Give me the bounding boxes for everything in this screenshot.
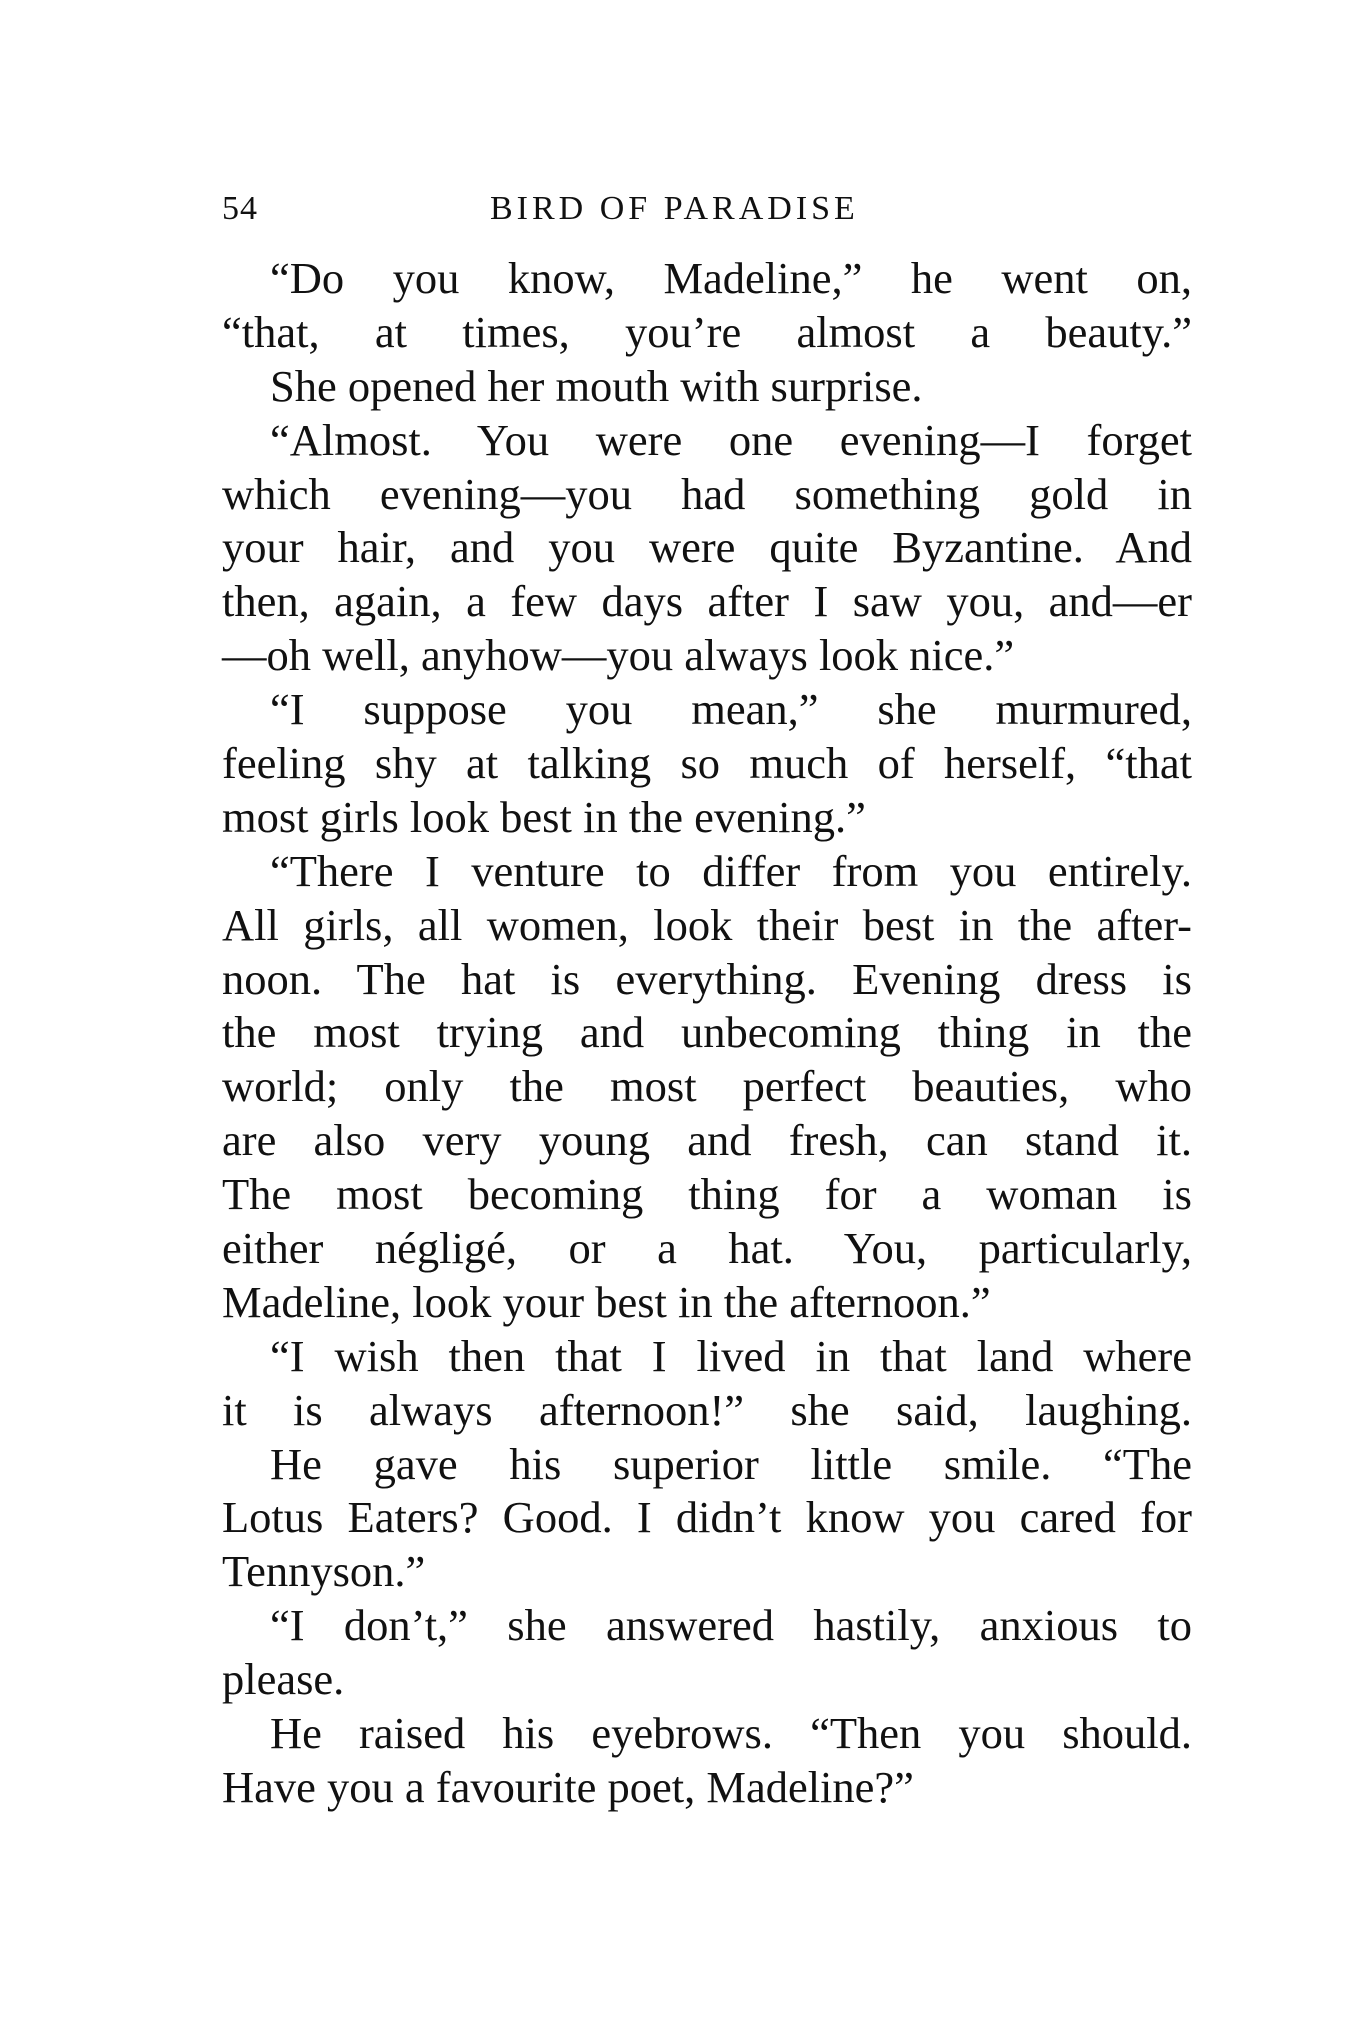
text-line: Lotus Eaters? Good. I didn’t know you cared for [222, 1492, 1192, 1543]
text-line: feeling shy at talking so much of herself, “that [222, 738, 1192, 789]
text-line: He raised his eyebrows. “Then you should. [270, 1708, 1192, 1759]
text-line: Madeline, look your best in the afternoon.” [222, 1276, 991, 1327]
text-line: “There I venture to differ from you entirely. [270, 845, 1192, 896]
text-line: “Do you know, Madeline,” he went on, [270, 253, 1192, 303]
text-line: All girls, all women, look their best in the after- [222, 899, 1192, 950]
page-number: 54 [222, 190, 258, 227]
text-line: the most trying and unbecoming thing in the [222, 1007, 1192, 1058]
text-line: “I suppose you mean,” she murmured, [270, 684, 1192, 735]
text-line: He gave his superior little smile. “The [270, 1438, 1192, 1489]
text-line: “I don’t,” she answered hastily, anxious to [270, 1600, 1192, 1651]
running-head [222, 190, 1192, 240]
text-line: which evening—you had something gold in [222, 468, 1192, 519]
text-line: “Almost. You were one evening—I forget [270, 414, 1192, 465]
text-line: “that, at times, you’re almost a beauty.” [222, 306, 1192, 357]
text-line: either négligé, or a hat. You, particularly, [222, 1223, 1192, 1274]
running-title: BIRD OF PARADISE [490, 190, 859, 227]
text-line: are also very young and fresh, can stand it. [222, 1115, 1192, 1166]
text-line: noon. The hat is everything. Evening dress is [222, 953, 1192, 1004]
text-line: She opened her mouth with surprise. [270, 360, 923, 411]
text-line: most girls look best in the evening.” [222, 791, 866, 842]
text-line: “I wish then that I lived in that land where [270, 1330, 1192, 1381]
text-line: then, again, a few days after I saw you, and—er [222, 576, 1192, 627]
text-line: please. [222, 1654, 345, 1705]
text-line: —oh well, anyhow—you always look nice.” [222, 630, 1015, 681]
body-text [222, 252, 1192, 1815]
text-line: The most becoming thing for a woman is [222, 1169, 1192, 1220]
text-line: Tennyson.” [222, 1546, 426, 1597]
text-line: Have you a favourite poet, Madeline?” [222, 1761, 914, 1812]
text-line: world; only the most perfect beauties, who [222, 1061, 1192, 1112]
text-line: your hair, and you were quite Byzantine. And [222, 522, 1192, 573]
text-line: it is always afternoon!” she said, laughing. [222, 1384, 1192, 1435]
